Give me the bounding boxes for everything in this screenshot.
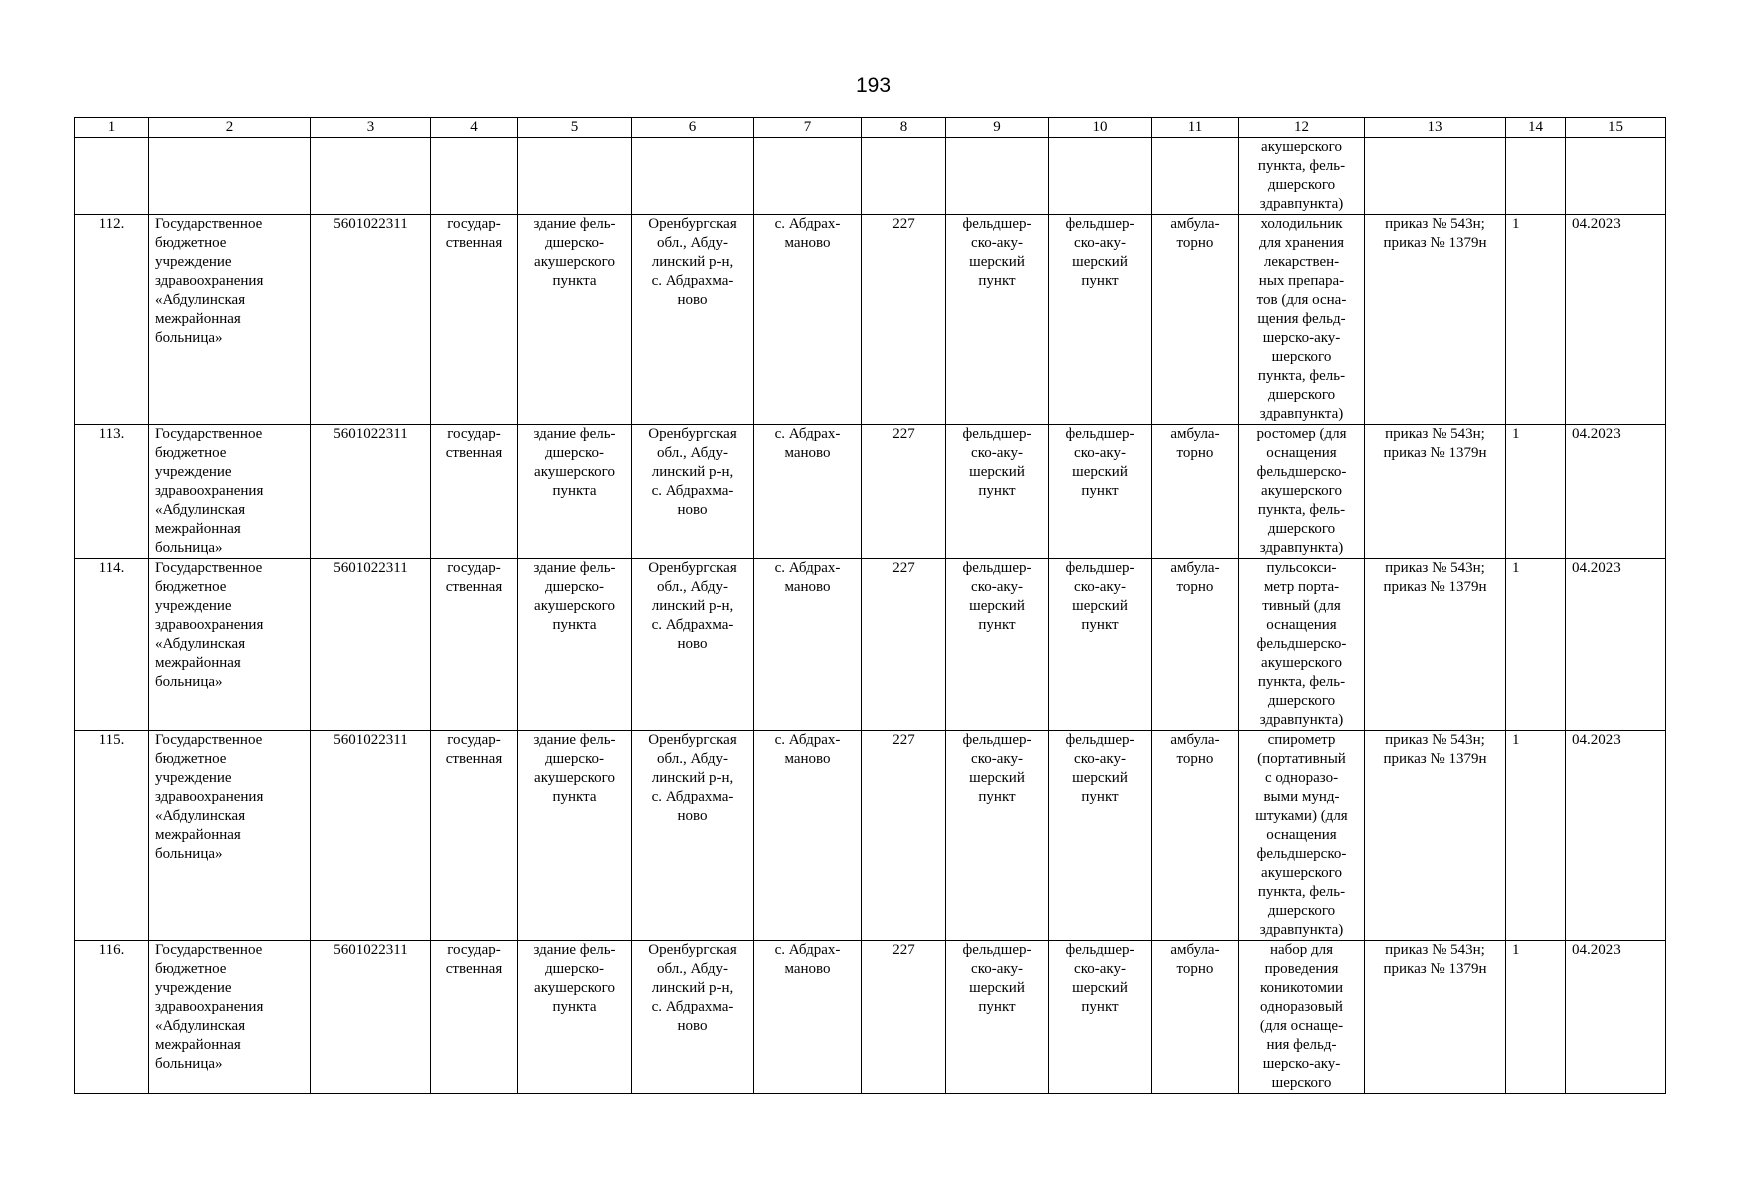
building-cell: здание фель- дшерско- акушерского пункта [518,941,632,1094]
building-cell: здание фель- дшерско- акушерского пункта [518,731,632,941]
care-form-cell: амбула- торно [1152,731,1239,941]
inn-cell: 5601022311 [311,215,431,425]
organization-cell: Государственное бюджетное учреждение здравоохранения «Абдулинская межрайонная больница» [149,215,311,425]
table-row [75,425,1666,559]
locality-cell: с. Абдрах- маново [754,731,862,941]
code-cell: 227 [862,941,946,1094]
column-header: 1 [75,118,149,138]
building-cell: здание фель- дшерско- акушерского пункта [518,559,632,731]
quantity-cell: 1 [1506,941,1566,1094]
organization-cell: Государственное бюджетное учреждение здравоохранения «Абдулинская межрайонная больница» [149,559,311,731]
column-header: 6 [632,118,754,138]
care-form-cell: амбула- торно [1152,941,1239,1094]
building-cell: здание фель- дшерско- акушерского пункта [518,425,632,559]
column-header: 15 [1566,118,1666,138]
table-row [75,559,1666,731]
organization-cell: Государственное бюджетное учреждение здравоохранения «Абдулинская межрайонная больница» [149,731,311,941]
column-header: 8 [862,118,946,138]
equipment-cell: пульсокси- метр порта- тивный (для оснащения фельдшерско- акушерского пункта, фель- дшерского здравпункта) [1239,559,1365,731]
column-header: 3 [311,118,431,138]
unit-type-cell: фельдшер- ско-аку- шерский пункт [946,215,1049,425]
building-cell: здание фель- дшерско- акушерского пункта [518,215,632,425]
address-cell: Оренбургская обл., Абду- линский р-н, с. Абдрахма- ново [632,425,754,559]
column-header: 4 [431,118,518,138]
row-number-cell: 113. [75,425,149,559]
column-header: 13 [1365,118,1506,138]
column-header: 10 [1049,118,1152,138]
column-header: 9 [946,118,1049,138]
quantity-cell: 1 [1506,215,1566,425]
ownership-cell: государ- ственная [431,559,518,731]
unit-name-cell: фельдшер- ско-аку- шерский пункт [1049,731,1152,941]
ownership-cell: государ- ственная [431,215,518,425]
care-form-cell: амбула- торно [1152,215,1239,425]
code-cell: 227 [862,215,946,425]
code-cell: 227 [862,425,946,559]
column-header: 5 [518,118,632,138]
unit-name-cell: фельдшер- ско-аку- шерский пункт [1049,425,1152,559]
care-form-cell: амбула- торно [1152,559,1239,731]
column-header: 11 [1152,118,1239,138]
table-row [75,941,1666,1094]
address-cell: Оренбургская обл., Абду- линский р-н, с. Абдрахма- ново [632,215,754,425]
column-header: 14 [1506,118,1566,138]
column-header: 7 [754,118,862,138]
column-header: 2 [149,118,311,138]
row-number-cell: 112. [75,215,149,425]
row-number-cell: 115. [75,731,149,941]
equipment-cell: ростомер (для оснащения фельдшерско- акушерского пункта, фель- дшерского здравпункта) [1239,425,1365,559]
unit-name-cell: фельдшер- ско-аку- шерский пункт [1049,559,1152,731]
equipment-cell: спирометр (портативный с одноразо- выми мунд- штуками) (для оснащения фельдшерско- акушерского пункта, фель- дшерского здравпункта) [1239,731,1365,941]
locality-cell: с. Абдрах- маново [754,941,862,1094]
care-form-cell: амбула- торно [1152,425,1239,559]
unit-name-cell: фельдшер- ско-аку- шерский пункт [1049,215,1152,425]
locality-cell: с. Абдрах- маново [754,215,862,425]
address-cell: Оренбургская обл., Абду- линский р-н, с. Абдрахма- ново [632,941,754,1094]
unit-type-cell: фельдшер- ско-аку- шерский пункт [946,559,1049,731]
date-cell: 04.2023 [1566,215,1666,425]
column-header: 12 [1239,118,1365,138]
locality-cell: с. Абдрах- маново [754,559,862,731]
locality-cell: с. Абдрах- маново [754,425,862,559]
inn-cell: 5601022311 [311,559,431,731]
quantity-cell: 1 [1506,425,1566,559]
inn-cell: 5601022311 [311,425,431,559]
equipment-cell: холодильник для хранения лекарствен- ных препара- тов (для осна- щения фельд- шерско-аку- шерского пункта, фель- дшерского здравпункта) [1239,215,1365,425]
code-cell: 227 [862,559,946,731]
ownership-cell: государ- ственная [431,731,518,941]
organization-cell: Государственное бюджетное учреждение здравоохранения «Абдулинская межрайонная больница» [149,425,311,559]
unit-type-cell: фельдшер- ско-аку- шерский пункт [946,425,1049,559]
row-number-cell: 114. [75,559,149,731]
date-cell: 04.2023 [1566,559,1666,731]
order-cell: приказ № 543н; приказ № 1379н [1365,215,1506,425]
address-cell: Оренбургская обл., Абду- линский р-н, с. Абдрахма- ново [632,731,754,941]
order-cell: приказ № 543н; приказ № 1379н [1365,559,1506,731]
order-cell: приказ № 543н; приказ № 1379н [1365,941,1506,1094]
order-cell: приказ № 543н; приказ № 1379н [1365,425,1506,559]
unit-name-cell: фельдшер- ско-аку- шерский пункт [1049,941,1152,1094]
equipment-register-table [74,117,1666,1094]
inn-cell: 5601022311 [311,731,431,941]
page-number: 193 [855,74,892,97]
order-cell: приказ № 543н; приказ № 1379н [1365,731,1506,941]
continuation-row [75,138,1666,215]
quantity-cell: 1 [1506,559,1566,731]
equipment-cell: акушерского пункта, фель- дшерского здравпункта) [1239,138,1365,215]
date-cell: 04.2023 [1566,425,1666,559]
column-number-row [75,118,1666,138]
code-cell: 227 [862,731,946,941]
organization-cell: Государственное бюджетное учреждение здравоохранения «Абдулинская межрайонная больница» [149,941,311,1094]
row-number-cell: 116. [75,941,149,1094]
date-cell: 04.2023 [1566,941,1666,1094]
equipment-cell: набор для проведения коникотомии одноразовый (для оснаще- ния фельд- шерско-аку- шерского [1239,941,1365,1094]
unit-type-cell: фельдшер- ско-аку- шерский пункт [946,941,1049,1094]
address-cell: Оренбургская обл., Абду- линский р-н, с. Абдрахма- ново [632,559,754,731]
table-row [75,731,1666,941]
table-row [75,215,1666,425]
quantity-cell: 1 [1506,731,1566,941]
inn-cell: 5601022311 [311,941,431,1094]
unit-type-cell: фельдшер- ско-аку- шерский пункт [946,731,1049,941]
ownership-cell: государ- ственная [431,425,518,559]
ownership-cell: государ- ственная [431,941,518,1094]
date-cell: 04.2023 [1566,731,1666,941]
